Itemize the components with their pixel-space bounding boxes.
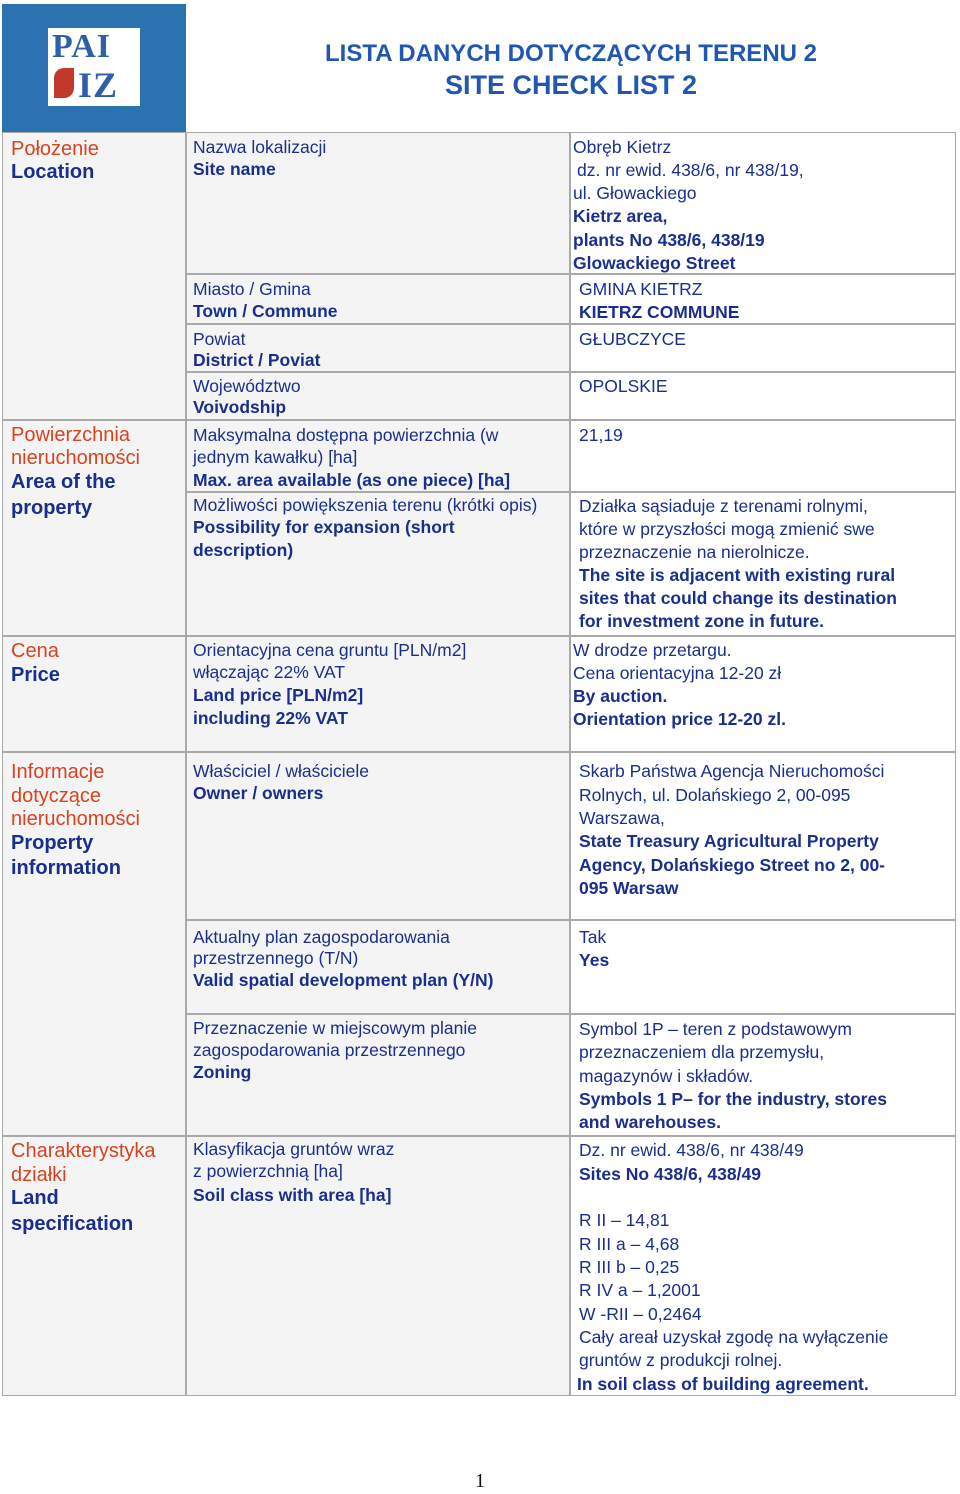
label-site-name-pl: Nazwa lokalizacji (193, 137, 327, 157)
label-max-area-pl1: Maksymalna dostępna powierzchnia (w (193, 425, 499, 445)
value-expansion (570, 492, 956, 636)
value-owner-6: 095 Warsaw (579, 878, 679, 898)
value-soil-2: Sites No 438/6, 438/49 (579, 1164, 761, 1184)
label-zoning (186, 1014, 570, 1136)
section-price-pl: Cena (11, 640, 59, 662)
section-land-pl2: działki (11, 1164, 67, 1186)
value-owner-2: Rolnych, ul. Dolańskiego 2, 00-095 (579, 785, 851, 805)
label-voivodship-en: Voivodship (193, 397, 287, 417)
label-land-price-pl2: włączając 22% VAT (193, 662, 346, 682)
label-expansion-en1: Possibility for expansion (short (193, 517, 455, 537)
page-number: 1 (475, 1470, 485, 1492)
value-soil-9: gruntów z produkcji rolnej. (579, 1350, 783, 1370)
value-district-1: GŁUBCZYCE (579, 329, 686, 349)
value-voivodship-1: OPOLSKIE (579, 376, 668, 396)
value-soil-4: R III a – 4,68 (579, 1234, 680, 1254)
value-plan-2: Yes (579, 950, 610, 970)
value-land-price-1: W drodze przetargu. (573, 640, 732, 660)
section-info-pl2: dotyczące (11, 785, 102, 807)
value-zoning-3: magazynów i składów. (579, 1066, 754, 1086)
section-area-pl1: Powierzchnia (11, 424, 130, 446)
value-site-name-5: plants No 438/6, 438/19 (573, 230, 765, 250)
section-property-info (2, 752, 186, 1136)
section-area-pl2: nieruchomości (11, 447, 140, 469)
value-town-2: KIETRZ COMMUNE (579, 302, 740, 322)
value-expansion-3: przeznaczenie na nierolnicze. (579, 542, 810, 562)
value-plan-1: Tak (579, 927, 607, 947)
value-site-name-3: ul. Głowackiego (573, 183, 697, 203)
value-expansion-2: które w przyszłości mogą zmienić swe (579, 519, 875, 539)
value-town (570, 274, 956, 324)
value-soil-10: In soil class of building agreement. (577, 1374, 869, 1394)
logo-top-text: PAI (52, 28, 112, 65)
section-price (2, 636, 186, 752)
value-soil-7: W -RII – 0,2464 (579, 1304, 702, 1324)
value-land-price-2: Cena orientacyjna 12-20 zł (573, 663, 782, 683)
label-soil-pl1: Klasyfikacja gruntów wraz (193, 1139, 395, 1159)
label-voivodship-pl: Województwo (193, 376, 301, 396)
label-soil-pl2: z powierzchnią [ha] (193, 1161, 343, 1181)
value-zoning-4: Symbols 1 P– for the industry, stores (579, 1089, 887, 1109)
value-site-name-2: dz. nr ewid. 438/6, nr 438/19, (577, 160, 804, 180)
section-price-en: Price (11, 664, 60, 686)
section-land-en2: specification (11, 1213, 134, 1235)
page-title-en: SITE CHECK LIST 2 (444, 70, 698, 100)
section-land-en1: Land (11, 1187, 59, 1209)
section-location-en: Location (11, 161, 95, 183)
label-owner-en: Owner / owners (193, 783, 324, 803)
value-soil-5: R III b – 0,25 (579, 1257, 680, 1277)
logo-bottom-text: IZ (78, 65, 119, 105)
value-owner-1: Skarb Państwa Agencja Nieruchomości (579, 761, 885, 781)
value-soil-1: Dz. nr ewid. 438/6, nr 438/49 (579, 1140, 804, 1160)
section-area-en2: property (11, 497, 93, 519)
label-town (186, 274, 570, 324)
label-expansion-en2: description) (193, 540, 294, 560)
value-district (570, 324, 956, 372)
section-land-spec (2, 1136, 186, 1396)
value-owner-5: Agency, Dolańskiego Street no 2, 00- (579, 855, 886, 875)
label-max-area-pl2: jednym kawałku) [ha] (193, 447, 358, 467)
section-area-en1: Area of the (11, 471, 116, 493)
value-land-price-3: By auction. (573, 686, 668, 706)
value-soil-3: R II – 14,81 (579, 1210, 670, 1230)
value-town-1: GMINA KIETRZ (579, 279, 703, 299)
page-title-pl: LISTA DANYCH DOTYCZĄCYCH TERENU 2 (324, 40, 817, 67)
section-info-pl1: Informacje (11, 761, 105, 783)
value-expansion-1: Działka sąsiaduje z terenami rolnymi, (579, 496, 868, 516)
value-zoning-2: przeznaczeniem dla przemysłu, (579, 1042, 825, 1062)
label-owner-pl: Właściciel / właściciele (193, 761, 370, 781)
label-soil-class (186, 1136, 570, 1396)
label-land-price-pl1: Orientacyjna cena gruntu [PLN/m2] (193, 640, 467, 660)
label-expansion (186, 492, 570, 636)
value-expansion-6: for investment zone in future. (579, 611, 825, 631)
section-land-pl1: Charakterystyka (11, 1140, 156, 1162)
label-plan (186, 920, 570, 1014)
value-voivodship (570, 372, 956, 420)
value-zoning (570, 1014, 956, 1136)
label-zoning-pl2: zagospodarowania przestrzennego (193, 1040, 466, 1060)
value-site-name-4: Kietrz area, (573, 206, 668, 226)
label-voivodship (186, 372, 570, 420)
value-soil-class (570, 1136, 956, 1396)
logo-mark-icon (54, 68, 74, 98)
label-land-price-en2: including 22% VAT (193, 708, 348, 728)
section-info-pl3: nieruchomości (11, 808, 140, 830)
value-owner-3: Warszawa, (579, 808, 665, 828)
value-land-price (570, 636, 956, 752)
label-plan-en: Valid spatial development plan (Y/N) (193, 970, 494, 990)
value-soil-6: R IV a – 1,2001 (579, 1280, 701, 1300)
label-land-price (186, 636, 570, 752)
label-district-en: District / Poviat (193, 350, 321, 370)
label-site-name (186, 132, 570, 274)
section-location-pl: Położenie (11, 138, 99, 160)
value-site-name-6: Glowackiego Street (573, 253, 736, 273)
label-zoning-pl1: Przeznaczenie w miejscowym planie (193, 1018, 477, 1038)
label-zoning-en: Zoning (193, 1062, 252, 1082)
label-land-price-en1: Land price [PLN/m2] (193, 685, 364, 705)
header-title-cell (186, 4, 956, 132)
value-owner (570, 752, 956, 920)
value-zoning-5: and warehouses. (579, 1112, 721, 1132)
label-max-area (186, 420, 570, 492)
value-expansion-4: The site is adjacent with existing rural (579, 565, 896, 585)
value-max-area (570, 420, 956, 492)
section-area (2, 420, 186, 636)
label-owner (186, 752, 570, 920)
value-soil-8: Cały areał uzyskał zgodę na wyłączenie (579, 1327, 889, 1347)
section-info-en1: Property (11, 832, 94, 854)
label-district-pl: Powiat (193, 329, 246, 349)
section-info-en2: information (11, 857, 121, 879)
value-land-price-4: Orientation price 12-20 zl. (573, 709, 786, 729)
value-max-area-1: 21,19 (579, 425, 623, 445)
value-site-name (570, 132, 956, 274)
value-site-name-1: Obręb Kietrz (573, 137, 672, 157)
label-district (186, 324, 570, 372)
label-site-name-en: Site name (193, 159, 276, 179)
label-max-area-en: Max. area available (as one piece) [ha] (193, 470, 511, 490)
label-plan-pl2: przestrzennego (T/N) (193, 948, 359, 968)
label-plan-pl1: Aktualny plan zagospodarowania (193, 927, 450, 947)
section-location (2, 132, 186, 420)
label-soil-en: Soil class with area [ha] (193, 1185, 392, 1205)
value-zoning-1: Symbol 1P – teren z podstawowym (579, 1019, 853, 1039)
value-expansion-5: sites that could change its destination (579, 588, 897, 608)
value-plan (570, 920, 956, 1014)
label-expansion-pl: Możliwości powiększenia terenu (krótki opis) (193, 495, 538, 515)
label-town-en: Town / Commune (193, 301, 338, 321)
paiiz-logo (48, 28, 140, 106)
label-town-pl: Miasto / Gmina (193, 279, 311, 299)
value-owner-4: State Treasury Agricultural Property (579, 831, 879, 851)
